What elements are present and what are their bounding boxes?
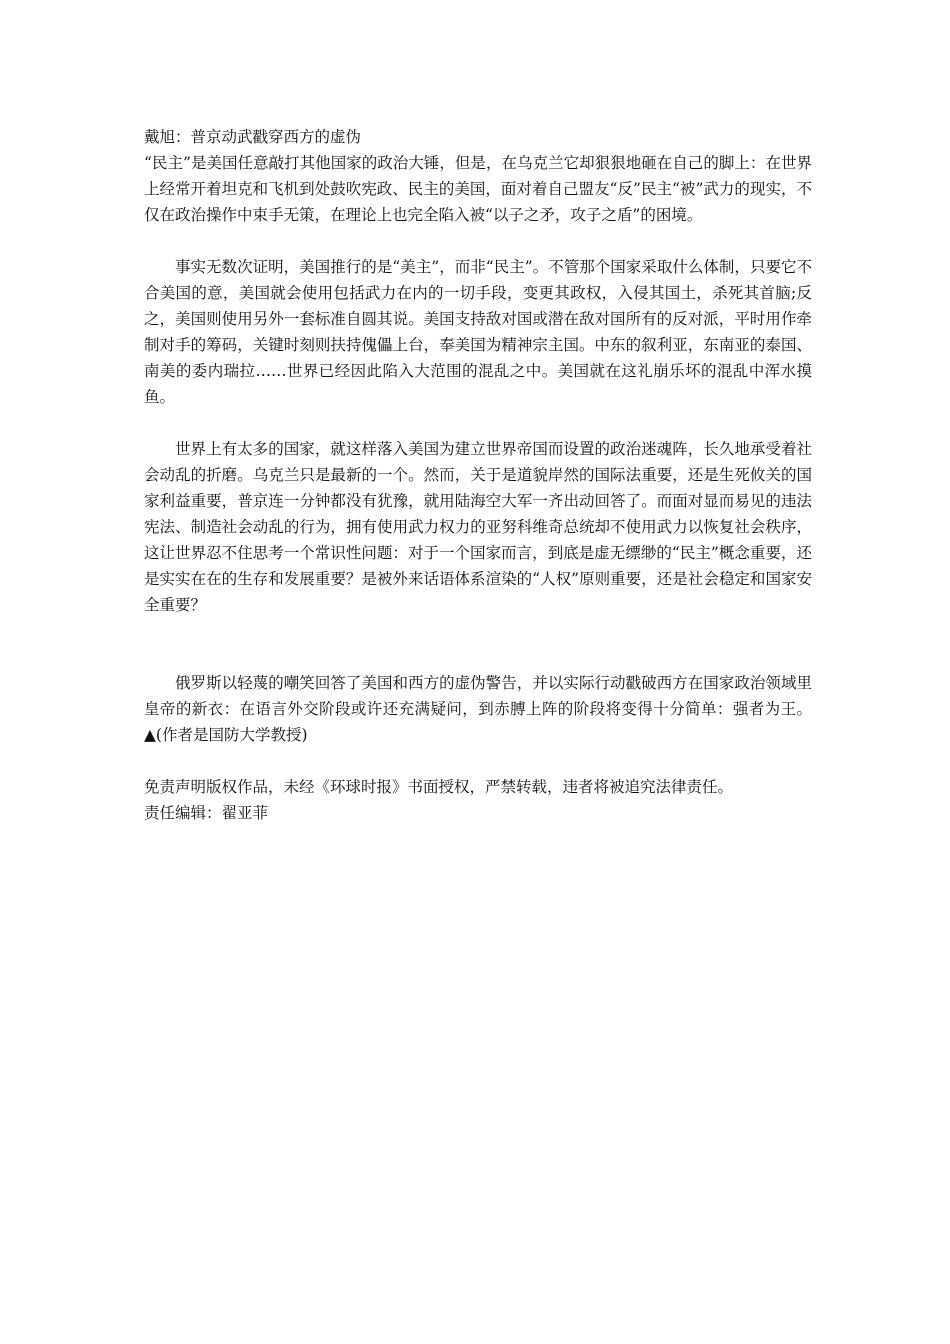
article-title: 戴旭：普京动武戳穿西方的虚伪 bbox=[144, 128, 362, 146]
article-paragraph: 世界上有太多的国家，就这样落入美国为建立世界帝国而设置的政治迷魂阵，长久地承受着社会动乱的折磨。乌克兰只是最新的一个。然而，关于是道貌岸然的国际法重要，还是生死攸关的国家利益重要，普京连一分钟都没有犹豫，就用陆海空大军一齐出动回答了。而面对显而易见的违法宪法、制造社会动乱的行为，拥有使用武力权力的亚努科维奇总统却不使用武力以恢复社会秩序，这让世界忍不住思考一个常识性问题：对于一个国家而言，到底是虚无缥缈的“民主”概念重要，还是实实在在的生存和发展重要？是被外来话语体系渲染的“人权”原则重要，还是社会稳定和国家安全重要？ bbox=[144, 440, 812, 614]
article-paragraph: 事实无数次证明，美国推行的是“美主”，而非“民主”。不管那个国家采取什么体制，只要它不合美国的意，美国就会使用包括武力在内的一切手段，变更其政权，入侵其国土，杀死其首脑;反之，美国则使用另外一套标准自圆其说。美国支持敌对国或潜在敌对国所有的反对派，平时用作牵制对手的筹码，关键时刻则扶持傀儡上台，奉美国为精神宗主国。中东的叙利亚，东南亚的泰国、南美的委内瑞拉……世界已经因此陷入大范围的混乱之中。美国就在这礼崩乐坏的混乱中浑水摸鱼。 bbox=[144, 258, 812, 406]
article-page bbox=[144, 124, 812, 826]
paragraph-spacer bbox=[144, 644, 812, 670]
article-lead-paragraph: “民主”是美国任意敲打其他国家的政治大锤，但是，在乌克兰它却狠狠地砸在自己的脚上：在世界上经常开着坦克和飞机到处鼓吹宪政、民主的美国，面对着自己盟友“反”民主“被”武力的现实，不仅在政治操作中束手无策，在理论上也完全陷入被“以子之矛，攻子之盾”的困境。 bbox=[144, 154, 812, 224]
responsible-editor: 责任编辑：翟亚菲 bbox=[144, 804, 269, 822]
copyright-disclaimer: 免责声明版权作品，未经《环球时报》书面授权，严禁转载，违者将被追究法律责任。 bbox=[144, 778, 734, 796]
article-paragraph: 俄罗斯以轻蔑的嘲笑回答了美国和西方的虚伪警告，并以实际行动戳破西方在国家政治领域里皇帝的新衣：在语言外交阶段或许还充满疑问，到赤膊上阵的阶段将变得十分简单：强者为王。▲(作者是国防大学教授) bbox=[144, 674, 812, 744]
